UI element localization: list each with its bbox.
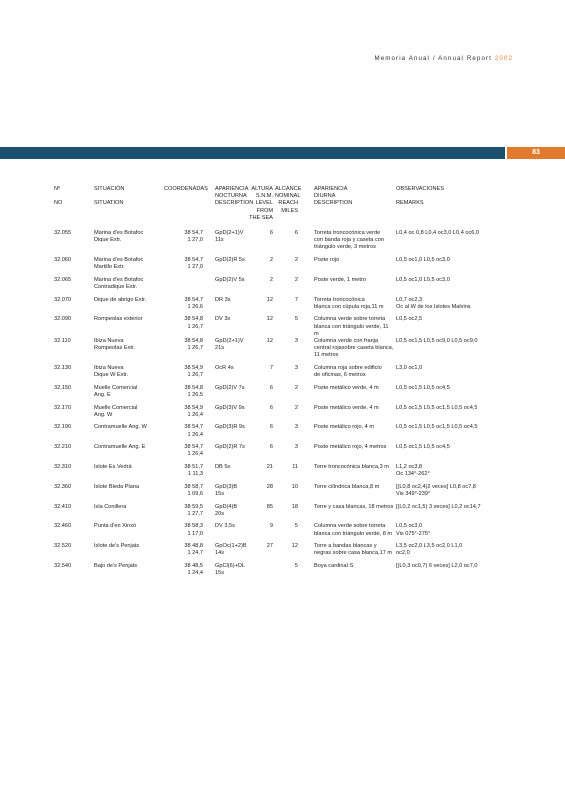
- light-number: 32.170: [54, 404, 72, 411]
- light-range: 2: [294, 384, 298, 391]
- light-range: 10: [291, 483, 298, 490]
- column-header: APARIENCIA NOCTURNA: [215, 186, 249, 200]
- light-remarks: L3,5 oc2,0 L3,5 oc2,0 L1,0 oc2,0: [396, 543, 463, 557]
- light-day-appearance: Torre y casa blancas, 18 metros: [314, 503, 394, 510]
- light-range: 2: [294, 257, 298, 264]
- light-situation: Marina d'es Botafoc Contradique Extr.: [94, 276, 144, 291]
- light-coordinates: 38 58,7 1 09,6: [184, 483, 203, 497]
- light-night-appearance: DV 3,5s: [215, 523, 235, 530]
- light-coordinates: 38 54,7 1 27,0: [184, 257, 203, 271]
- light-coordinates: 38 59,5 1 27,7: [184, 503, 203, 517]
- column-header: OBSERVACIONES: [396, 186, 444, 192]
- light-day-appearance: Columna verde con franja central rojasobre caseta blanca, 11 metros: [314, 338, 394, 359]
- light-range: 3: [294, 338, 298, 345]
- light-night-appearance: GpD(2)R 7s: [215, 444, 245, 451]
- light-height: 2: [269, 257, 273, 264]
- light-height: 6: [269, 444, 273, 451]
- light-coordinates: 38 54,8 1 26,7: [184, 338, 203, 352]
- light-night-appearance: GpD(3)V 9s: [215, 404, 245, 411]
- light-remarks: L0,5 oc1,0 L0,5 oc3,0: [396, 257, 450, 264]
- column-header: REACH MILES: [278, 200, 298, 214]
- column-header: SITUATION: [94, 200, 124, 207]
- header-year: 2002: [494, 55, 513, 62]
- light-remarks: L0,5 oc1,0 L0,5 oc3,0: [396, 276, 450, 283]
- light-height: 6: [269, 384, 273, 391]
- light-remarks: L0,5 oc1,5 L0,5 oc1,5 L0,5 oc4,5: [396, 424, 478, 431]
- light-height: 12: [266, 316, 273, 323]
- light-coordinates: 38 54,9 1 26,7: [184, 365, 203, 379]
- light-remarks: [(L0,2 oc1,5) 3 veces] L0,2 oc14,7: [396, 503, 481, 510]
- light-height: 12: [266, 338, 273, 345]
- column-header: COORDENADAS: [164, 186, 208, 192]
- light-night-appearance: GpD(3)R 9s: [215, 424, 245, 431]
- lights-table: [54, 186, 516, 583]
- light-situation: Contramuelle Ang. W: [94, 424, 147, 431]
- table-row: [54, 316, 516, 338]
- light-coordinates: 38 54,7 1 27,0: [184, 230, 203, 244]
- light-number: 32.070: [54, 296, 72, 303]
- light-day-appearance: Columna roja sobre edificio de oficinas, 6 metros: [314, 365, 382, 379]
- table-row: [54, 230, 516, 257]
- light-day-appearance: Torre troncocónica blanca,3 m: [314, 464, 389, 470]
- light-coordinates: 38 48,8 1 24,7: [184, 543, 203, 557]
- light-night-appearance: GpD(2+1)V 21s: [215, 338, 244, 352]
- table-row: [54, 338, 516, 365]
- light-coordinates: 38 58,3 1 17,0: [184, 523, 203, 537]
- light-situation: Muelle Comercial Ang. E: [94, 384, 138, 399]
- light-number: 32.210: [54, 444, 72, 451]
- light-day-appearance: Torreta troncocónica verde con banda roja y caseta con triángulo verde, 3 metros: [314, 230, 384, 251]
- header-band: [0, 147, 505, 159]
- table-header-en: [54, 200, 516, 222]
- light-number: 32.540: [54, 562, 72, 569]
- light-range: 12: [291, 543, 298, 550]
- light-range: 7: [294, 296, 298, 303]
- light-number: 32.190: [54, 424, 72, 431]
- light-situation: Isla Conillera: [94, 503, 127, 510]
- light-number: 32.460: [54, 523, 72, 530]
- table-row: [54, 405, 516, 425]
- running-header: [374, 55, 513, 62]
- light-range: 18: [291, 503, 298, 510]
- light-range: 11: [292, 464, 298, 470]
- light-height: 7: [269, 365, 273, 372]
- light-height: 85: [266, 503, 273, 510]
- light-number: 32.310: [54, 464, 72, 470]
- light-night-appearance: GpD(3)B 15s: [215, 483, 238, 497]
- light-situation: Rompeolas exterior: [94, 316, 143, 323]
- light-number: 32.110: [54, 338, 71, 345]
- light-coordinates: 38 54,8 1 26,5: [184, 384, 203, 399]
- table-row: [54, 504, 516, 524]
- table-row: [54, 444, 516, 464]
- light-remarks: L0,4 oc 0,8 L0,4 oc3,0 L0,4 oc6,0: [396, 230, 480, 237]
- column-header: ALTURA S.N.M.: [251, 186, 273, 200]
- light-day-appearance: Torre a bandas blancas y negras sobre casa blanca,17 m: [314, 543, 393, 557]
- header-title: Memoria Anual / Annual Report: [374, 55, 492, 62]
- column-header: APARIENCIA DIURNA: [314, 186, 348, 200]
- light-situation: Bajo de's Penjats: [94, 562, 138, 569]
- light-situation: Ibiza Nueva Rompeolas Extr.: [94, 338, 136, 352]
- light-situation: Ibiza Nueva Dique W Extr.: [94, 365, 129, 379]
- light-remarks: L0,5 oc2,5: [396, 316, 423, 323]
- light-number: 32.520: [54, 543, 72, 550]
- light-day-appearance: Columna verde sobre torreta blanca con triángulo verde, 8 m: [314, 523, 393, 537]
- light-day-appearance: Torreta troncocónica blanca con cúpula roja,11 m: [314, 296, 384, 310]
- light-situation: Punta d'en Xinxó: [94, 523, 137, 530]
- light-day-appearance: Poste metálico rojo, 4 metros: [314, 444, 387, 451]
- light-coordinates: [164, 277, 205, 297]
- light-situation: Contramuelle Ang. E: [94, 444, 146, 451]
- light-range: 3: [294, 444, 298, 451]
- light-night-appearance: GpD(2)V 7s: [215, 384, 245, 391]
- light-coordinates: 38 48,5 1 24,4: [184, 562, 203, 577]
- table-row: [54, 523, 516, 543]
- light-day-appearance: Torre cilíndrica blanca,8 m: [314, 483, 380, 490]
- light-number: 32.360: [54, 483, 72, 490]
- page-number: 83: [507, 147, 565, 159]
- column-header: REMARKS: [396, 200, 424, 207]
- light-night-appearance: GpCl(6)+DL 15s: [215, 562, 245, 577]
- column-header: DESCRIPTION: [215, 200, 254, 207]
- light-night-appearance: GpD(4)B 20s: [215, 503, 238, 517]
- light-day-appearance: Columna verde sobre torreta blanca con triángulo verde, 11 m: [314, 316, 389, 337]
- light-situation: Marina d'es Botafoc Martillo Extr.: [94, 257, 144, 271]
- light-remarks: L0,7 oc2,3 Oc al W de los Islotes Malvins: [396, 296, 471, 310]
- column-header: DESCRIPTION: [314, 200, 353, 207]
- table-row: [54, 543, 516, 563]
- light-range: 5: [294, 316, 298, 323]
- column-header: LEVEL FROM THE SEA: [249, 200, 273, 221]
- light-number: 32.150: [54, 384, 72, 391]
- light-remarks: L1,2 oc3,8 Oc 134°-262°: [396, 464, 430, 478]
- light-remarks: [(L0,8 oc2,4)2 veces] L0,8 oc7,8 Vis 349°-239°: [396, 483, 476, 497]
- light-night-appearance: GpD(2)V 5s: [215, 276, 245, 283]
- light-coordinates: 38 54,9 1 26,4: [184, 404, 203, 418]
- light-remarks: L0,5 oc1,5 L0,5 oc4,5: [396, 384, 450, 391]
- light-situation: Marina d'es Botafoc Dique Extr.: [94, 230, 144, 244]
- column-header: ALCANCE NOMINAL: [275, 186, 302, 200]
- light-range: 5: [294, 523, 298, 530]
- light-remarks: [(L0,3 oc0,7) 6 veces] L2,0 oc7,0: [396, 562, 478, 569]
- column-header: Nº: [54, 186, 61, 192]
- light-situation: Islote Es Vedrá: [94, 464, 132, 470]
- light-day-appearance: Poste metálico rojo, 4 m: [314, 424, 375, 431]
- light-range: 2: [294, 276, 298, 283]
- light-height: 28: [266, 483, 273, 490]
- light-situation: Dique de abrigo Extr.: [94, 296, 147, 303]
- light-day-appearance: Poste metálico verde, 4 m: [314, 404, 379, 411]
- table-row: [54, 365, 516, 385]
- light-number: 32.065: [54, 276, 72, 283]
- table-row: [54, 257, 516, 277]
- table-header-es: [54, 186, 516, 200]
- light-range: 5: [294, 562, 298, 569]
- light-number: 32.060: [54, 257, 72, 264]
- light-height: 2: [269, 276, 273, 283]
- column-header: SITUACIÓN: [94, 186, 125, 192]
- light-night-appearance: GpOc(1+2)B 14s: [215, 543, 247, 557]
- table-row: [54, 464, 516, 484]
- light-number: 32.130: [54, 365, 72, 372]
- table-row: [54, 424, 516, 444]
- table-row: [54, 563, 516, 583]
- light-range: 3: [294, 365, 298, 372]
- light-coordinates: 38 51,7 1 11,3: [184, 464, 203, 478]
- light-coordinates: 38 54,7 1 26,6: [184, 296, 203, 310]
- light-height: 6: [269, 230, 273, 237]
- light-height: 6: [269, 404, 273, 411]
- light-night-appearance: OcR 4s: [215, 365, 234, 372]
- table-row: [54, 385, 516, 405]
- light-height: 9: [269, 523, 273, 530]
- table-body: [54, 230, 516, 583]
- light-situation: Muelle Comercial Ang. W: [94, 404, 138, 418]
- light-remarks: L0,5 oc1,5 L0,5 oc4,5: [396, 444, 450, 451]
- light-remarks: L3,0 oc1,0: [396, 365, 423, 372]
- light-height: 12: [266, 296, 273, 303]
- light-night-appearance: DR 3s: [215, 296, 231, 303]
- light-night-appearance: GpD(2)R 5s: [215, 257, 245, 264]
- light-number: 32.055: [54, 230, 72, 237]
- light-height: [249, 563, 275, 583]
- light-day-appearance: Poste verde, 1 metro: [314, 276, 366, 283]
- light-remarks: L0,5 oc3,0 Vis 075°-275°: [396, 523, 431, 537]
- table-row: [54, 297, 516, 317]
- light-height: 21: [266, 464, 273, 470]
- column-header: NO: [54, 200, 63, 207]
- light-situation: Islote Bleda Plana: [94, 483, 140, 490]
- light-range: 6: [294, 230, 298, 237]
- light-range: 3: [294, 424, 298, 431]
- table-row: [54, 277, 516, 297]
- light-height: 27: [266, 543, 273, 550]
- light-height: 6: [269, 424, 273, 431]
- light-remarks: L0,5 oc1,5 L0,5 oc1,5 L0,5 oc4,5: [396, 404, 478, 411]
- light-night-appearance: GpD(2+1)V 11s: [215, 230, 244, 244]
- light-remarks: L0,5 oc1,5 L0,5 oc9,0 L0,5 oc9,0: [396, 338, 478, 345]
- light-number: 32.410: [54, 503, 72, 510]
- light-range: 2: [294, 404, 298, 411]
- light-coordinates: 38 54,7 1 26,4: [184, 424, 203, 438]
- light-day-appearance: Boya cardinal S: [314, 562, 354, 569]
- column-header: [164, 200, 205, 222]
- light-night-appearance: DB 5s: [215, 464, 231, 470]
- light-night-appearance: DV 3s: [215, 316, 231, 323]
- light-situation: Islote de's Penjats: [94, 543, 140, 550]
- light-number: 32.090: [54, 316, 72, 323]
- light-day-appearance: Poste metálico verde, 4 m: [314, 384, 379, 391]
- light-day-appearance: Poste rojo: [314, 257, 340, 264]
- table-row: [54, 484, 516, 504]
- light-coordinates: 38 54,7 1 26,4: [184, 444, 203, 458]
- light-coordinates: 38 54,8 1 26,7: [184, 316, 203, 330]
